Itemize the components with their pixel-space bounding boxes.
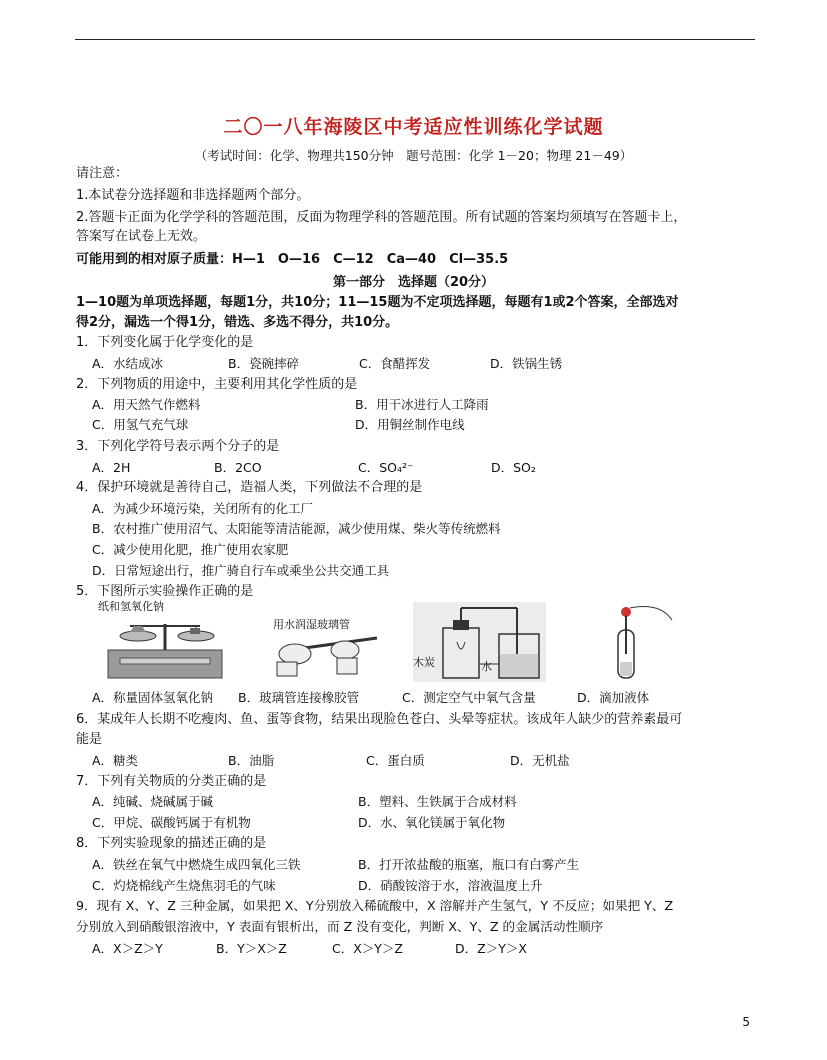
part1-instructions-1: 1—10题为单项选择题，每题1分，共10分；11—15题为不定项选择题，每题有1或2个答案，全部选对 <box>76 295 679 310</box>
figure-d-dropper <box>590 602 675 682</box>
q8-option-b: B．打开浓盐酸的瓶塞，瓶口有白雾产生 <box>358 857 580 872</box>
q5-option-a: A．称量固体氢氧化钠 <box>92 690 214 705</box>
header-rule <box>75 39 755 40</box>
q7-option-a: A．纯碱、烧碱属于碱 <box>92 794 214 809</box>
part1-instructions-2: 得2分，漏选一个得1分，错选、多选不得分，共10分。 <box>76 315 399 330</box>
q6-option-d: D．无机盐 <box>510 753 570 768</box>
q2-option-d: D．用铜丝制作电线 <box>355 417 465 432</box>
q2-option-a: A．用天然气作燃料 <box>92 397 201 412</box>
q9-option-a: A．X＞Z＞Y <box>92 941 163 956</box>
question-9-stem-cont: 分别放入到硝酸银溶液中，Y 表面有银析出，而 Z 没有变化，判断 X、Y、Z 的金属活动性顺序 <box>76 919 604 934</box>
q7-option-c: C．甲烷、碳酸钙属于有机物 <box>92 815 251 830</box>
q9-option-c: C．X＞Y＞Z <box>332 941 403 956</box>
page-title: 二〇一八年海陵区中考适应性训练化学试题 <box>223 116 604 138</box>
q6-option-b: B．油脂 <box>228 753 275 768</box>
q9-option-b: B．Y＞X＞Z <box>216 941 287 956</box>
q1-option-c: C．食醋挥发 <box>359 356 431 371</box>
page-number: 5 <box>742 1015 750 1029</box>
q5-option-b: B．玻璃管连接橡胶管 <box>238 690 360 705</box>
question-3-stem: 3．下列化学符号表示两个分子的是 <box>76 439 280 454</box>
question-6-stem-cont: 能是 <box>76 732 103 747</box>
q2-option-c: C．用氢气充气球 <box>92 417 189 432</box>
q4-option-a: A．为减少环境污染，关闭所有的化工厂 <box>92 501 314 516</box>
notice-item-2-cont: 答案写在试卷上无效。 <box>76 229 207 244</box>
figure-a-label: 纸和氢氧化钠 <box>98 600 164 613</box>
q6-option-c: C．蛋白质 <box>366 753 425 768</box>
question-6-stem: 6．某成年人长期不吃瘦肉、鱼、蛋等食物，结果出现脸色苍白、头晕等症状。该成年人缺少的营养素最可 <box>76 712 683 727</box>
exam-info: （考试时间：化学、物理共150分钟 题号范围：化学 1－20；物理 21－49） <box>194 148 633 163</box>
question-4-stem: 4．保护环境就是善待自己，造福人类，下列做法不合理的是 <box>76 480 423 495</box>
question-1-stem: 1．下列变化属于化学变化的是 <box>76 335 254 350</box>
figure-c-label-charcoal: 木炭 <box>413 656 435 669</box>
q4-option-c: C．减少使用化肥，推广使用农家肥 <box>92 542 289 557</box>
q1-option-a: A．水结成冰 <box>92 356 164 371</box>
q3-option-a: A．2H <box>92 460 131 475</box>
q3-option-c: C．SO₄²⁻ <box>358 460 414 475</box>
question-7-stem: 7．下列有关物质的分类正确的是 <box>76 774 267 789</box>
figure-a-balance <box>100 602 230 682</box>
atomic-mass-line: 可能用到的相对原子质量：H—1 O—16 C—12 Ca—40 Cl—35.5 <box>76 252 509 267</box>
question-5-stem: 5．下图所示实验操作正确的是 <box>76 584 254 599</box>
notice-item-1: 1.本试卷分选择题和非选择题两个部分。 <box>76 188 310 203</box>
q5-option-c: C．测定空气中氧气含量 <box>402 690 536 705</box>
q8-option-d: D．硝酸铵溶于水，溶液温度上升 <box>358 878 543 893</box>
q6-option-a: A．糖类 <box>92 753 139 768</box>
q7-option-d: D．水、氧化镁属于氧化物 <box>358 815 506 830</box>
part1-heading: 第一部分 选择题（20分） <box>332 275 495 290</box>
q7-option-b: B．塑料、生铁属于合成材料 <box>358 794 517 809</box>
q5-option-d: D．滴加液体 <box>577 690 650 705</box>
q1-option-b: B．瓷碗摔碎 <box>228 356 300 371</box>
figure-c-oxygen-apparatus <box>413 602 546 682</box>
question-2-stem: 2．下列物质的用途中，主要利用其化学性质的是 <box>76 377 358 392</box>
figure-b-label: 用水润湿玻璃管 <box>273 618 350 631</box>
q2-option-b: B．用干冰进行人工降雨 <box>355 397 489 412</box>
notice-heading: 请注意： <box>76 166 129 181</box>
q8-option-a: A．铁丝在氧气中燃烧生成四氧化三铁 <box>92 857 301 872</box>
figure-b-tube <box>265 602 390 682</box>
q3-option-b: B．2CO <box>214 460 262 475</box>
q3-option-d: D．SO₂ <box>491 460 536 475</box>
q1-option-d: D．铁锅生锈 <box>490 356 563 371</box>
q9-option-d: D．Z＞Y＞X <box>455 941 527 956</box>
figure-c-label-water: 水 <box>481 660 492 673</box>
question-9-stem: 9．现有 X、Y、Z 三种金属，如果把 X、Y分别放入稀硫酸中，X 溶解并产生氢气，Y 不反应；如果把 Y、Z <box>76 898 674 913</box>
question-8-stem: 8．下列实验现象的描述正确的是 <box>76 836 267 851</box>
q8-option-c: C．灼烧棉线产生烧焦羽毛的气味 <box>92 878 276 893</box>
q4-option-b: B．农村推广使用沼气、太阳能等清洁能源，减少使用煤、柴火等传统燃料 <box>92 521 501 536</box>
q4-option-d: D．日常短途出行，推广骑自行车或乘坐公共交通工具 <box>92 563 390 578</box>
notice-item-2: 2.答题卡正面为化学学科的答题范围，反面为物理学科的答题范围。所有试题的答案均须填写在答题卡上， <box>76 210 687 225</box>
